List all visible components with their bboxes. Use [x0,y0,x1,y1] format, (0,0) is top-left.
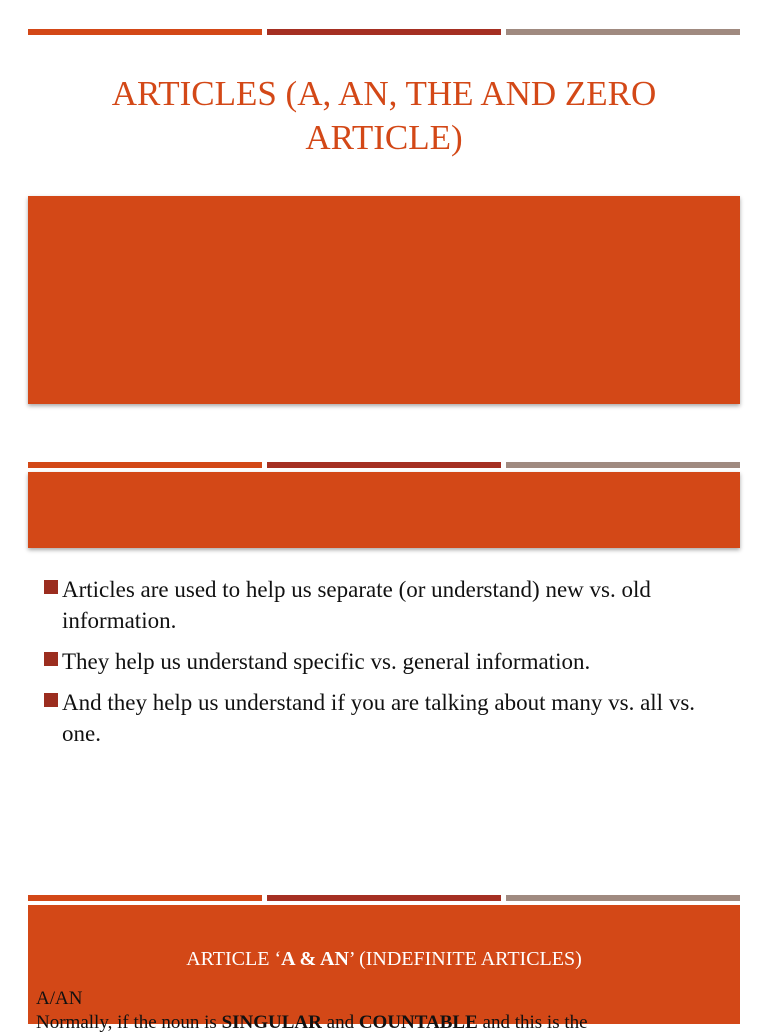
bullet-item [44,687,734,749]
bullet-text: They help us understand specific vs. general information. [62,649,591,674]
title-image-placeholder [28,196,740,404]
stripe-orange [28,29,262,35]
slide-title: ARTICLES (A, AN, THE AND ZERO ARTICLE) [111,74,657,157]
slide1-stripe-bar [28,29,740,35]
stripe-red [267,29,501,35]
slide3-stripe-bar [28,895,740,901]
stripe-red [267,895,501,901]
heading-text-bold: A & AN [281,948,349,970]
heading-text-post: ’ (INDEFINITE ARTICLES) [348,948,582,970]
stripe-taupe [506,895,740,901]
bullet-square-icon [44,693,58,707]
body-text-bold: COUNTABLE [358,1012,478,1033]
section-heading [28,945,740,973]
body-text: Normally, if the noun is [36,1012,222,1033]
slide2-header-band [28,472,740,548]
stripe-red [267,462,501,468]
stripe-taupe [506,462,740,468]
body-text: and [321,1012,359,1033]
bullet-item [44,574,734,636]
stripe-orange [28,462,262,468]
stripe-taupe [506,29,740,35]
body-text: and this is the [477,1012,588,1033]
bullet-square-icon [44,652,58,666]
body-text-bold: SINGULAR [221,1012,322,1033]
stripe-orange [28,895,262,901]
body-paragraph [36,1011,756,1035]
bullet-item [44,646,734,677]
bullet-text: Articles are used to help us separate (or understand) new vs. old information. [62,577,651,633]
slide2-stripe-bar [28,462,740,468]
heading-text-pre: ARTICLE ‘ [186,948,282,970]
bullet-square-icon [44,580,58,594]
subheading: A/AN [36,988,83,1009]
bullet-text: And they help us understand if you are talking about many vs. all vs. one. [62,690,696,746]
bullet-list [44,574,734,759]
